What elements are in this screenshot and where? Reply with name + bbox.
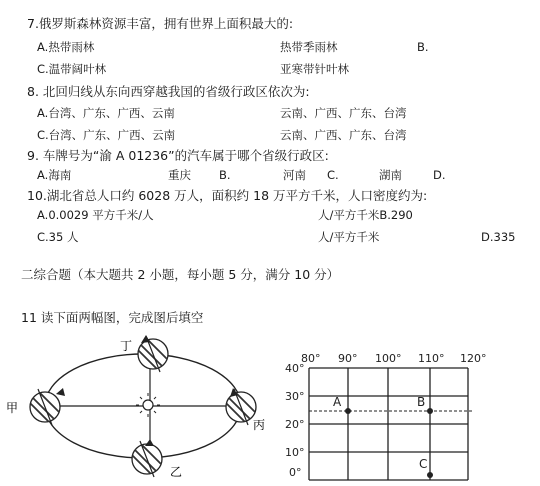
q10-option-a: A.0.0029 平方千米/人 (37, 208, 154, 222)
q10-stem: 10.湖北省总人口约 6028 万人，面积约 18 万平方千米，人口密度约为: (27, 188, 428, 203)
lon-label-120: 120° (460, 352, 487, 365)
q8-option-d: 云南、广西、广东、台湾 (280, 128, 407, 142)
section-title: 二综合题（本大题共 2 小题，每小题 5 分，满分 10 分） (21, 267, 340, 282)
earth-top-icon (138, 335, 170, 374)
label-yi: 乙 (170, 465, 183, 479)
q9-option-d: D. (433, 168, 446, 182)
lat-lon-grid-diagram (280, 340, 487, 486)
q7-option-b-text: 热带季雨林 (280, 40, 338, 54)
q10-option-b: 人/平方千米B.290 (318, 208, 413, 222)
q7-option-a: A.热带雨林 (37, 40, 95, 54)
point-a (345, 408, 351, 414)
q10-option-c: C.35 人 (37, 230, 79, 244)
lat-label-20: 20° (285, 418, 305, 431)
q7-stem: 7.俄罗斯森林资源丰富，拥有世界上面积最大的: (27, 16, 294, 31)
q8-option-c: C.台湾、广东、广西、云南 (37, 128, 176, 142)
q9-option-b2: 河南 (283, 168, 306, 182)
q7-option-c: C.温带阔叶林 (37, 62, 107, 76)
q9-option-c2: 湖南 (379, 168, 402, 182)
lon-label-90: 90° (338, 352, 358, 365)
q10-option-d2: D.335 (481, 230, 516, 244)
q8-option-a: A.台湾、广东、广西、云南 (37, 106, 175, 120)
point-b-label: B (417, 395, 426, 409)
q7-option-b-letter: B. (417, 40, 429, 54)
q7-option-d: 亚寒带针叶林 (280, 62, 349, 76)
point-c-label: C (419, 457, 428, 471)
point-c (427, 472, 433, 478)
lat-label-30: 30° (285, 390, 305, 403)
earth-bottom-icon (132, 439, 164, 479)
q9-stem: 9. 车牌号为“渝 A 01236”的汽车属于哪个省级行政区: (27, 148, 329, 163)
lat-label-10: 10° (285, 446, 305, 459)
lon-label-100: 100° (375, 352, 402, 365)
q10-option-d: 人/平方千米 (318, 230, 380, 244)
q9-option-a: A.海南 (37, 168, 72, 182)
q8-option-b: 云南、广西、广东、台湾 (280, 106, 407, 120)
q9-option-a2: 重庆 (168, 168, 191, 182)
label-jia: 甲 (6, 401, 19, 415)
lon-label-80: 80° (301, 352, 321, 365)
q11-stem: 11 读下面两幅图，完成图后填空 (21, 310, 204, 325)
label-ding: 丁 (120, 339, 133, 353)
q8-stem: 8. 北回归线从东向西穿越我国的省级行政区依次为: (27, 84, 310, 99)
point-b (427, 408, 433, 414)
lat-label-0: 0° (289, 466, 302, 479)
earth-orbit-diagram (0, 336, 280, 486)
label-bing: 丙 (253, 418, 266, 432)
sun-icon (136, 393, 160, 417)
lon-label-110: 110° (418, 352, 445, 365)
q9-option-b: B. (219, 168, 231, 182)
earth-left-icon (30, 388, 65, 427)
lat-label-40: 40° (285, 362, 305, 375)
point-a-label: A (333, 395, 342, 409)
q9-option-c: C. (327, 168, 339, 182)
